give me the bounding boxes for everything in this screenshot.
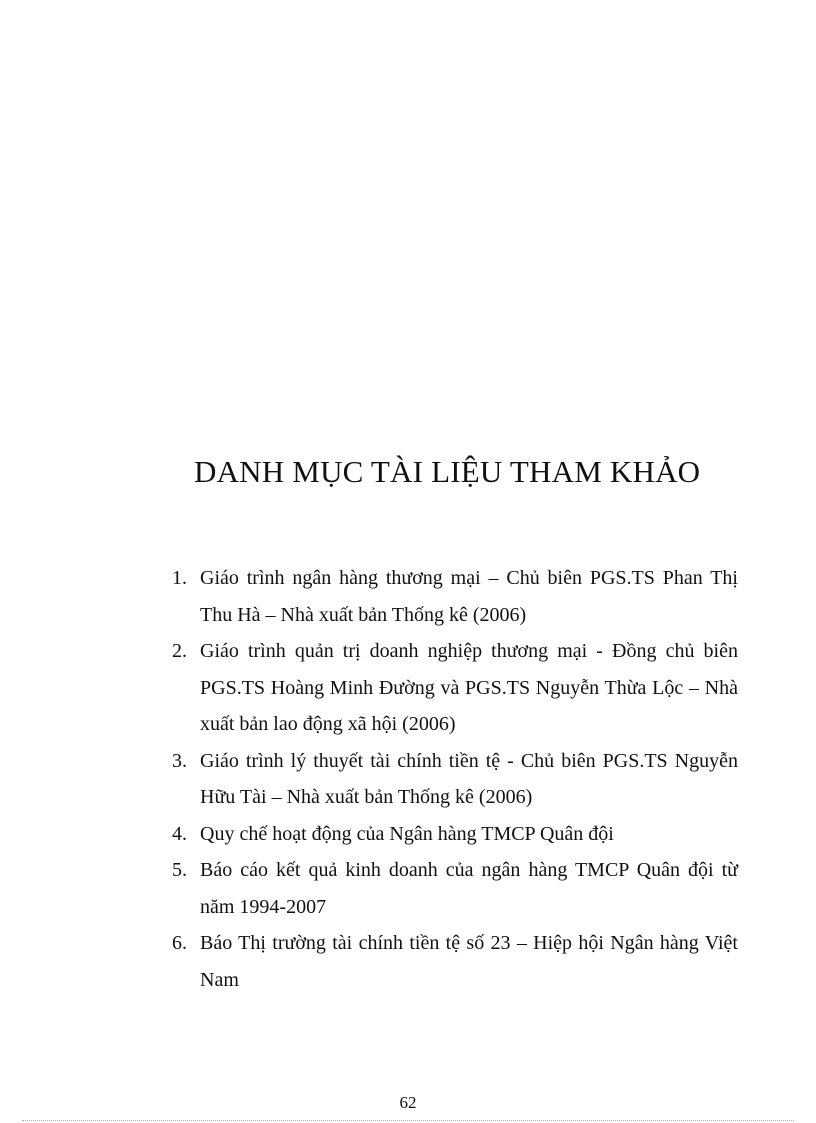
reference-text: Giáo trình ngân hàng thương mại – Chủ biên PGS.TS Phan Thị Thu Hà – Nhà xuất bản Thống kê (2006) [200,567,738,626]
reference-number: 2. [172,640,187,662]
reference-number: 3. [172,749,187,772]
reference-item-5 [172,852,738,925]
reference-text: Báo Thị trường tài chính tiền tệ số 23 – Hiệp hội Ngân hàng Việt Nam [200,932,738,991]
reference-text: Giáo trình quản trị doanh nghiệp thương mại - Đồng chủ biên PGS.TS Hoàng Minh Đường và PGS.TS Nguyễn Thừa Lộc – Nhà xuất bản lao động xã hội (2006) [200,640,738,735]
page-title: DANH MỤC TÀI LIỆU THAM KHẢO [194,454,701,489]
reference-number: 5. [172,859,187,881]
reference-text: Báo cáo kết quả kinh doanh của ngân hàng TMCP Quân đội từ năm 1994-2007 [200,859,738,918]
reference-number: 6. [172,932,187,954]
reference-item-3 [172,743,738,816]
reference-text: Giáo trình lý thuyết tài chính tiền tệ - Chủ biên PGS.TS Nguyễn Hữu Tài – Nhà xuất bản Thống kê (2006) [200,749,738,808]
reference-item-2 [172,633,738,743]
reference-item-1 [172,560,738,633]
reference-text: Quy chế hoạt động của Ngân hàng TMCP Quân đội [200,822,614,845]
page-number: 62 [399,1093,417,1112]
footer-divider [22,1120,794,1121]
reference-item-4 [172,816,738,853]
reference-item-6 [172,925,738,998]
reference-number: 4. [172,822,187,845]
reference-number: 1. [172,567,187,589]
reference-list [172,560,738,998]
